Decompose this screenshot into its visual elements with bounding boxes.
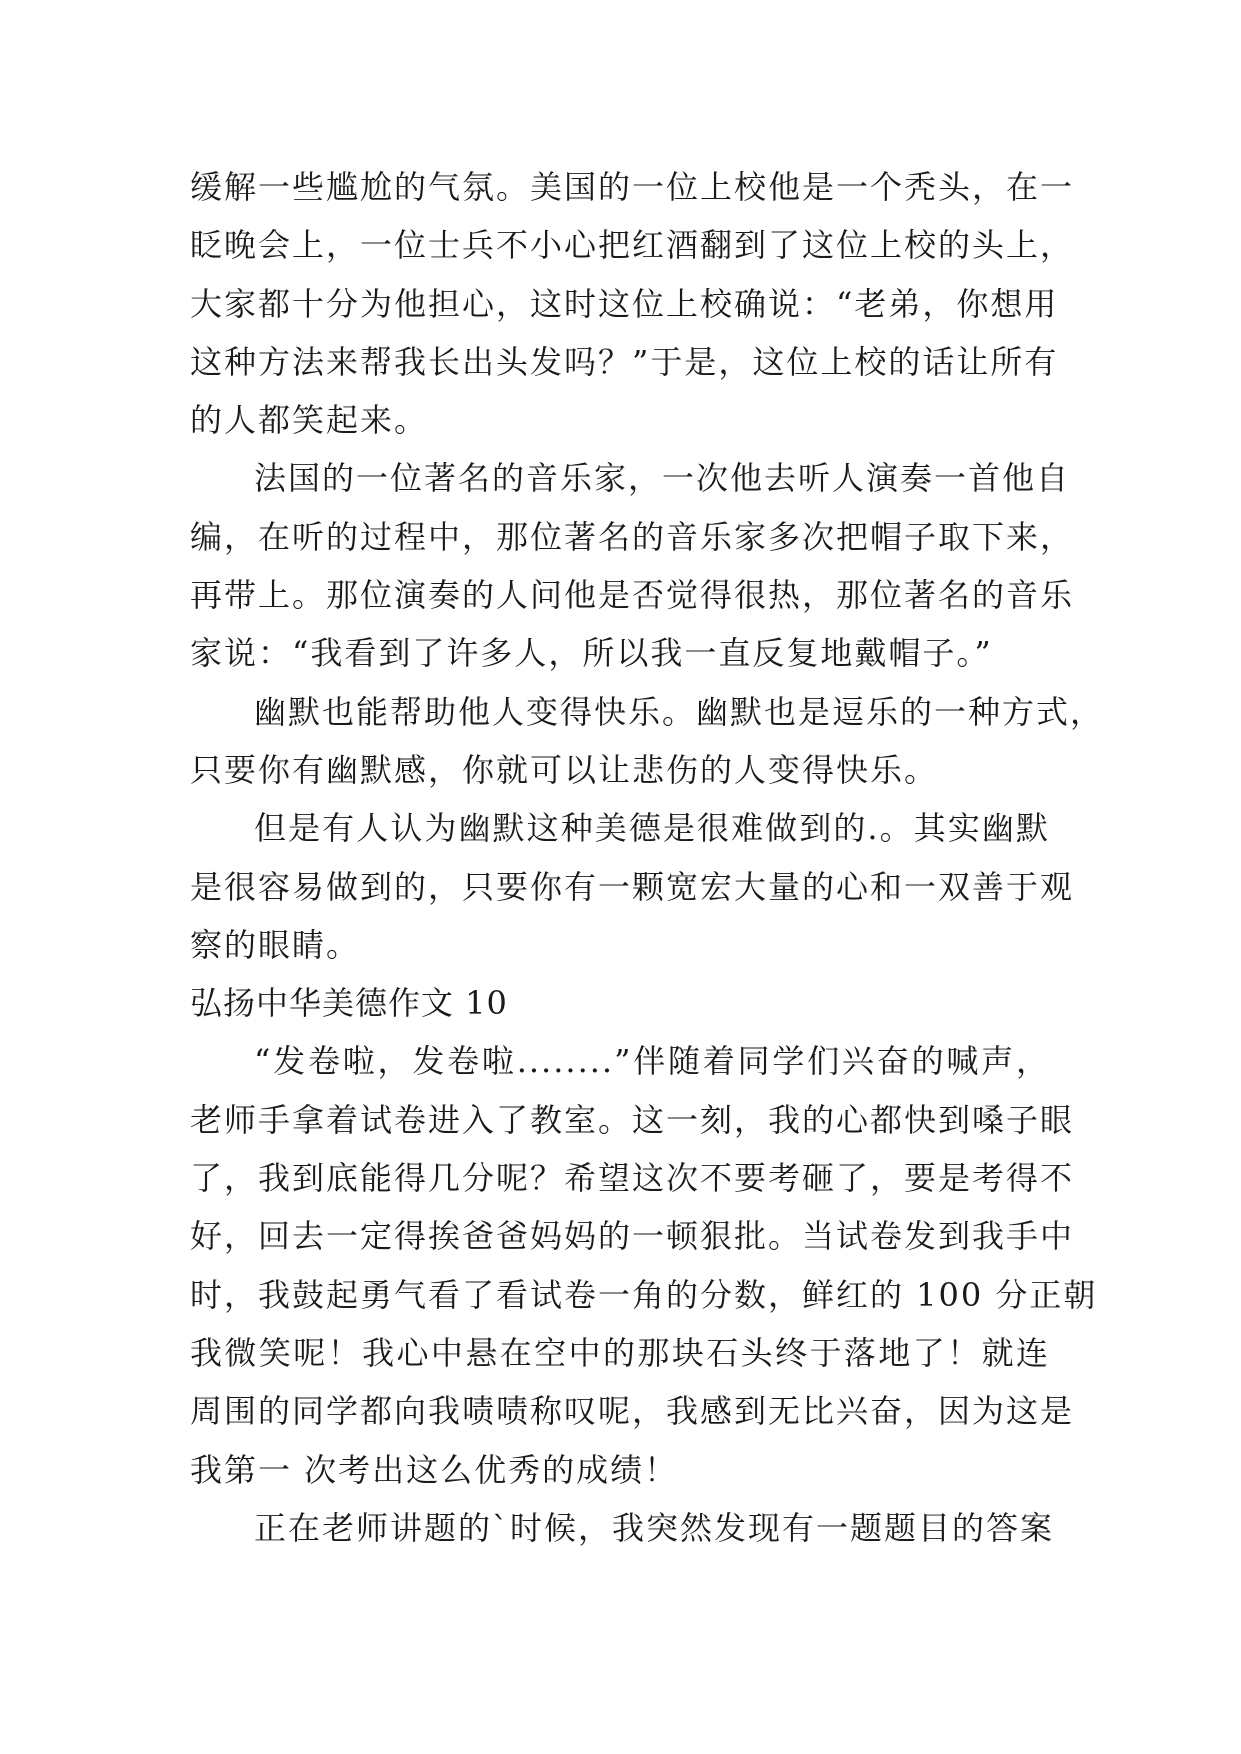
text-line: 家说：“我看到了许多人，所以我一直反复地戴帽子。” xyxy=(190,634,993,673)
text-line: 只要你有幽默感，你就可以让悲伤的人变得快乐。 xyxy=(190,750,939,789)
text-line: 再带上。那位演奏的人问他是否觉得很热，那位著名的音乐 xyxy=(190,576,1075,615)
text-line: 我微笑呢！我心中悬在空中的那块石头终于落地了！就连 xyxy=(190,1333,1050,1372)
text-line: 周围的同学都向我啧啧称叹呢，我感到无比兴奋，因为这是 xyxy=(190,1392,1075,1431)
text-line: 但是有人认为幽默这种美德是很难做到的.。其实幽默 xyxy=(254,809,1050,848)
text-line: 的人都笑起来。 xyxy=(190,401,429,440)
text-line: 正在老师讲题的`时候，我突然发现有一题题目的答案 xyxy=(254,1508,1055,1547)
section-heading xyxy=(190,974,1050,1032)
text-line: 缓解一些尴尬的气氛。美国的一位上校他是一个秃头，在一 xyxy=(190,168,1075,206)
text-line: 幽默也能帮助他人变得快乐。幽默也是逗乐的一种方式， xyxy=(254,692,1105,731)
document-body xyxy=(190,158,1105,1557)
text-line: 好，回去一定得挨爸爸妈妈的一顿狠批。当试卷发到我手中 xyxy=(190,1217,1075,1256)
text-line: 察的眼睛。 xyxy=(190,925,361,964)
text-line: 这种方法来帮我长出头发吗？”于是，这位上校的话让所有 xyxy=(190,342,1059,381)
text-line: 了，我到底能得几分呢？希望这次不要考砸了，要是考得不 xyxy=(190,1159,1075,1198)
paragraph xyxy=(190,683,1105,800)
paragraph xyxy=(190,1499,1055,1557)
paragraph xyxy=(190,1032,1098,1498)
text-line: 老师手拿着试卷进入了教室。这一刻，我的心都快到嗓子眼 xyxy=(190,1100,1075,1139)
text-line: 大家都十分为他担心，这时这位上校确说：“老弟，你想用 xyxy=(190,284,1059,323)
paragraph xyxy=(190,799,1075,974)
text-line: 我第一 次考出这么优秀的成绩！ xyxy=(190,1450,679,1489)
paragraph xyxy=(190,158,1075,449)
text-line: 时，我鼓起勇气看了看试卷一角的分数，鲜红的 100 分正朝 xyxy=(190,1275,1098,1314)
text-line: 是很容易做到的，只要你有一颗宽宏大量的心和一双善于观 xyxy=(190,867,1075,906)
text-line: 编，在听的过程中，那位著名的音乐家多次把帽子取下来， xyxy=(190,517,1075,556)
paragraph xyxy=(190,449,1075,682)
text-line: 眨晚会上，一位士兵不小心把红酒翻到了这位上校的头上， xyxy=(190,226,1075,265)
text-line: 法国的一位著名的音乐家，一次他去听人演奏一首他自 xyxy=(254,459,1071,498)
heading-text: 弘扬中华美德作文 10 xyxy=(190,984,508,1023)
text-line: “发卷啦，发卷啦........”伴随着同学们兴奋的喊声， xyxy=(254,1042,1050,1081)
